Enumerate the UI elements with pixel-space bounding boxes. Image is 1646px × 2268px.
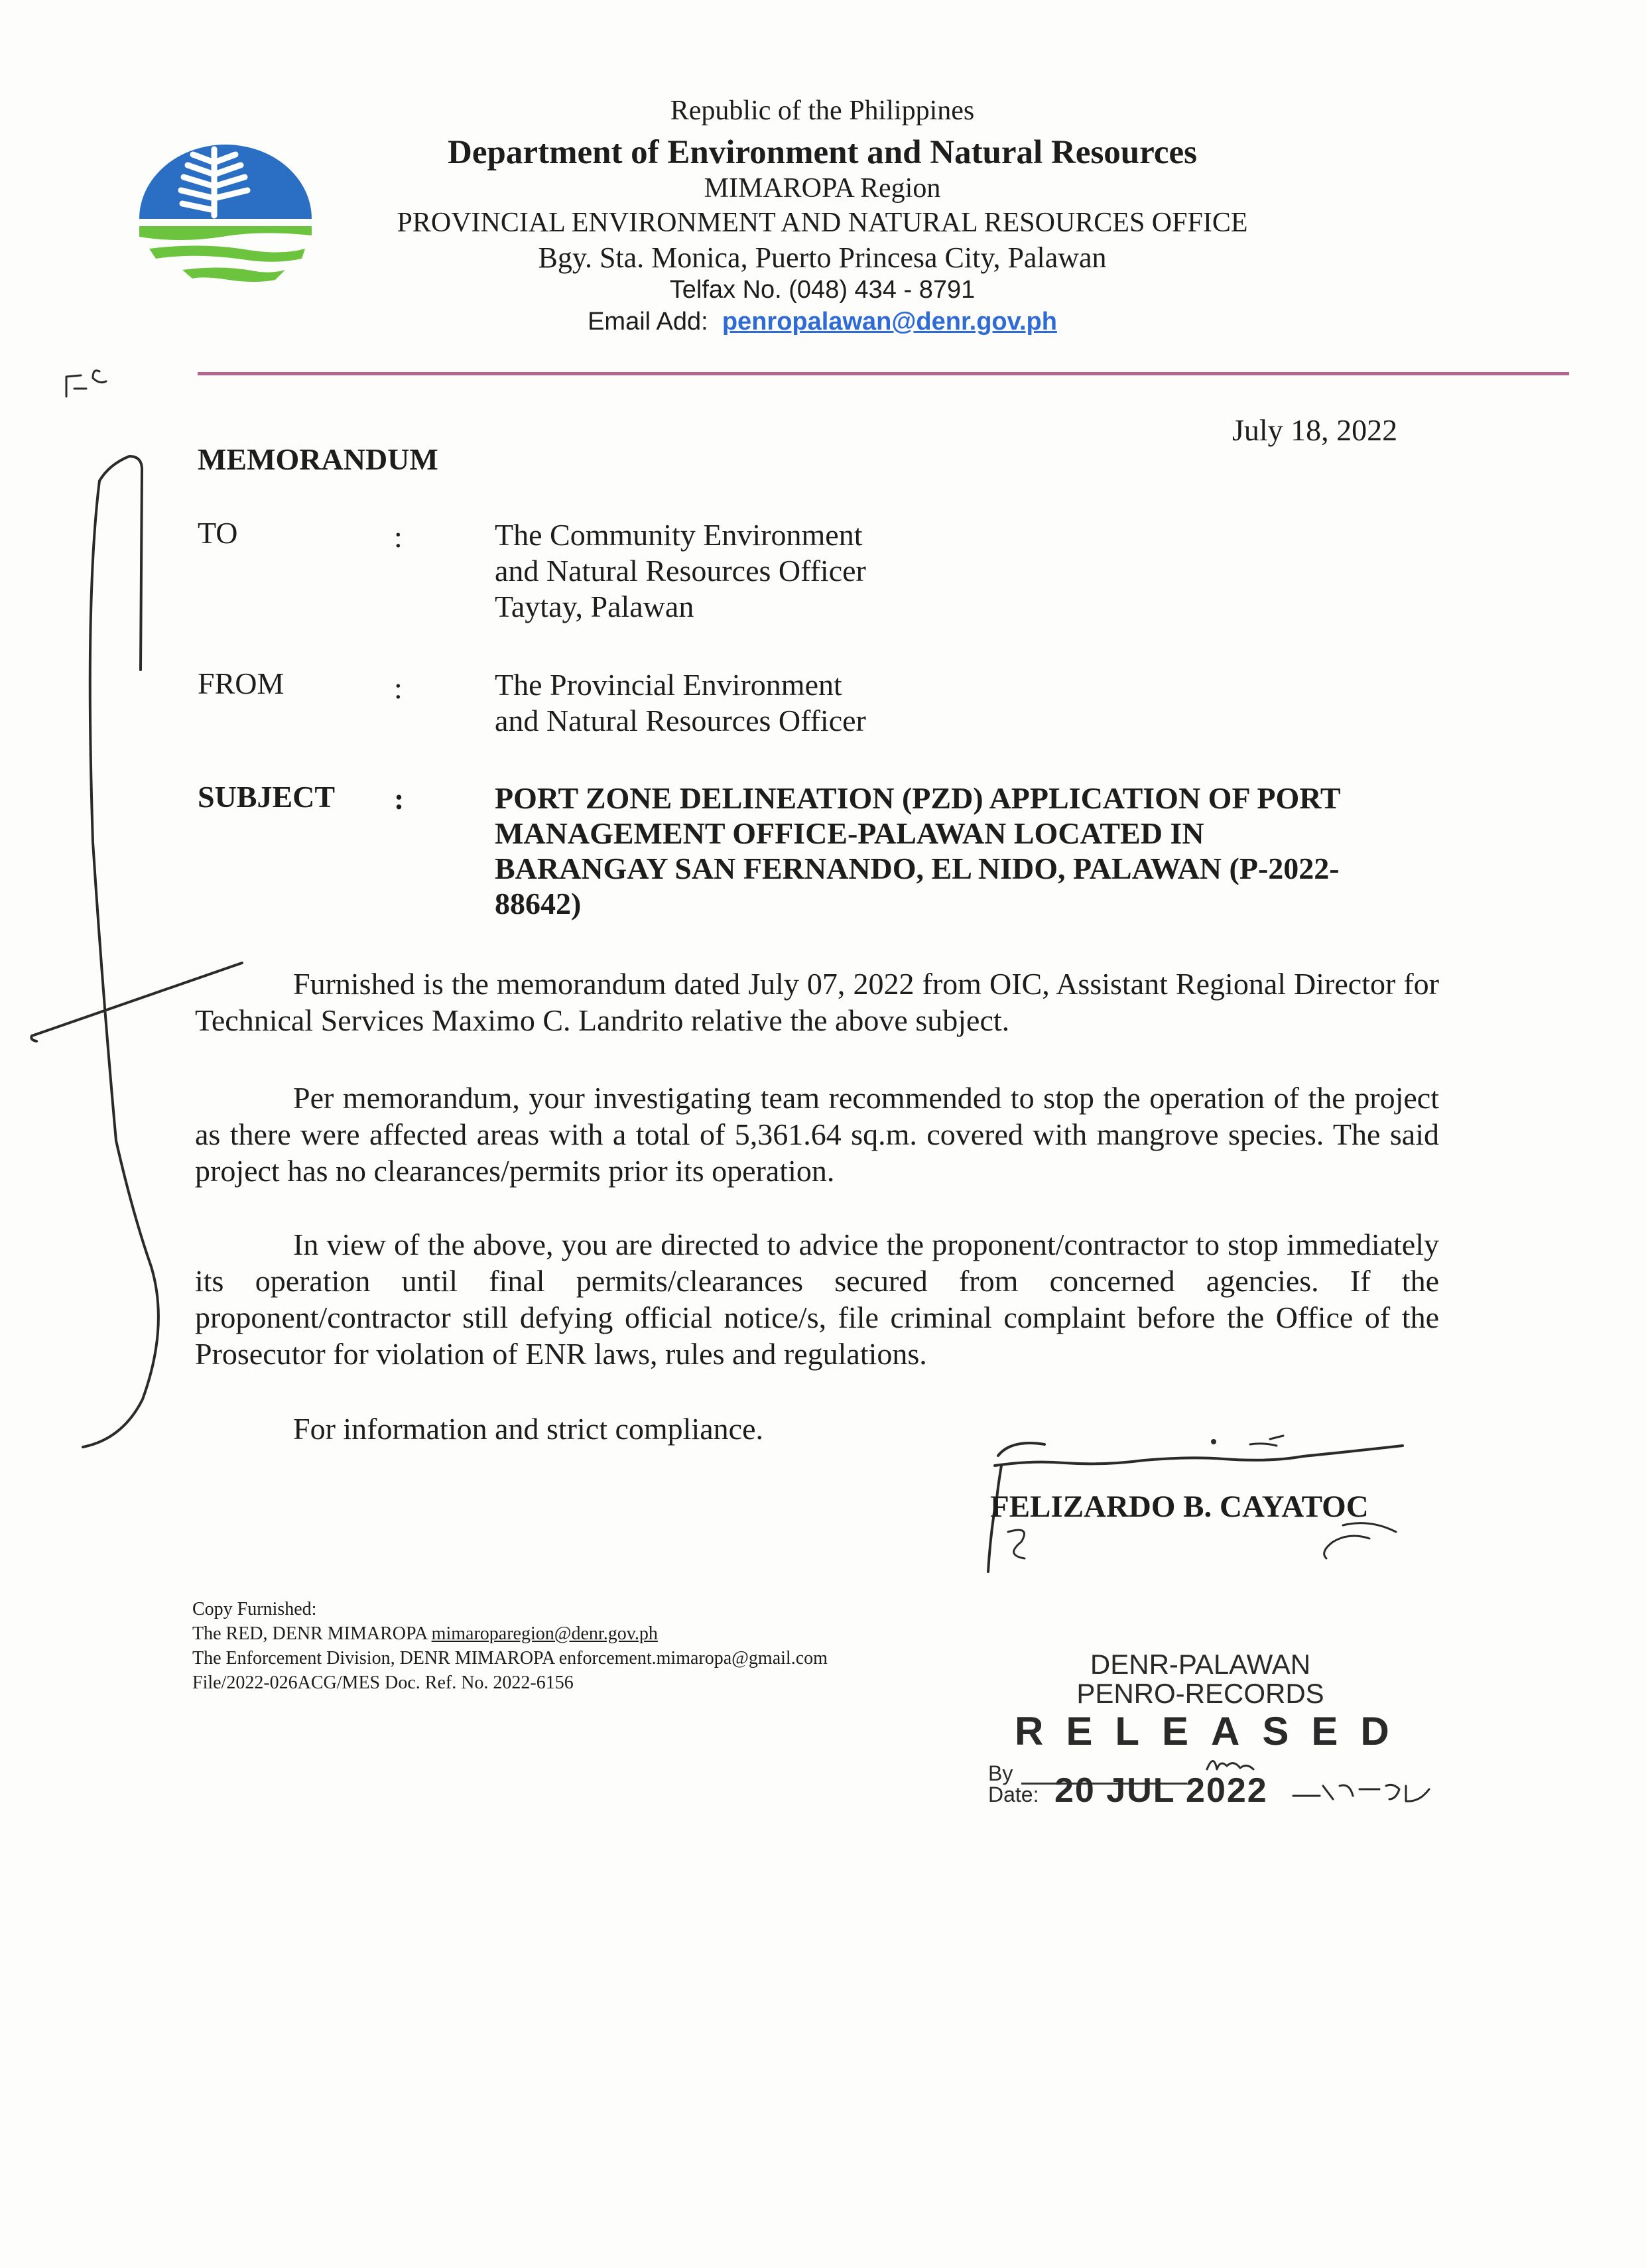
to-label: TO — [198, 516, 238, 550]
stamp-date-value: 20 JUL 2022 — [1054, 1771, 1268, 1810]
to-line: and Natural Resources Officer — [495, 554, 866, 588]
subject-line: PORT ZONE DELINEATION (PZD) APPLICATION OF PORT — [495, 781, 1341, 815]
from-colon: : — [394, 671, 403, 705]
letterhead-region: MIMAROPA Region — [704, 173, 941, 204]
stamp-status: RELEASED — [1015, 1709, 1412, 1753]
memo-title: MEMORANDUM — [198, 442, 438, 476]
subject-label: SUBJECT — [198, 780, 336, 814]
letterhead-telfax: Telfax No. (048) 434 - 8791 — [669, 276, 976, 304]
letterhead-email — [332, 308, 1313, 336]
from-line: and Natural Resources Officer — [495, 704, 866, 737]
subject-colon: : — [394, 782, 405, 816]
copy-furnished-email[interactable]: mimaroparegion@denr.gov.ph — [431, 1623, 658, 1644]
letterhead-department: Department of Environment and Natural Resources — [448, 134, 1197, 171]
letterhead-office: PROVINCIAL ENVIRONMENT AND NATURAL RESOURCES OFFICE — [397, 208, 1248, 238]
subject-line: MANAGEMENT OFFICE-PALAWAN LOCATED IN — [495, 816, 1204, 850]
subject-text — [495, 781, 1341, 921]
stamp-org: DENR-PALAWAN — [1090, 1649, 1311, 1680]
letterhead-republic: Republic of the Philippines — [670, 95, 975, 126]
from-label: FROM — [198, 666, 285, 700]
copy-furnished-heading: Copy Furnished: — [192, 1599, 317, 1619]
closing-paragraph: For information and strict compliance. — [293, 1412, 763, 1446]
file-reference: File/2022-026ACG/MES Doc. Ref. No. 2022-6156 — [192, 1672, 574, 1693]
body-paragraph: Furnished is the memorandum dated July 07, 2022 from OIC, Assistant Regional Director for Technical Services Maximo C. Landrito relative the above subject. — [195, 967, 1439, 1037]
subject-line: BARANGAY SAN FERNANDO, EL NIDO, PALAWAN (P-2022- — [495, 851, 1340, 885]
subject-line: 88642) — [495, 887, 582, 920]
from-line: The Provincial Environment — [495, 668, 842, 702]
copy-furnished-line: The Enforcement Division, DENR MIMAROPA enforcement.mimaropa@gmail.com — [192, 1648, 828, 1669]
body-paragraph: In view of the above, you are directed to advice the proponent/contractor to stop immediately its operation until final permits/clearances secured from concerned agencies. If the proponent/contractor still defying official notice/s, file criminal complaint before the Office of the Prosecutor for violation of ENR laws, rules and regulations. — [195, 1228, 1439, 1371]
to-line: The Community Environment — [495, 518, 863, 552]
stamp-handwriting-icon — [1200, 1749, 1452, 1809]
stamp-department: PENRO-RECORDS — [1076, 1678, 1324, 1709]
to-colon: : — [394, 520, 403, 554]
letterhead-divider — [198, 372, 1569, 375]
signatory-name: FELIZARDO B. CAYATOC — [990, 1489, 1369, 1524]
stamp-by-label: By — [988, 1761, 1013, 1785]
to-recipient — [495, 517, 866, 625]
copy-furnished-line — [192, 1622, 658, 1646]
from-sender — [495, 667, 866, 739]
released-stamp — [988, 1650, 1452, 1809]
memo-date: July 18, 2022 — [1232, 413, 1398, 447]
stamp-date-label: Date: — [988, 1783, 1039, 1806]
email-link[interactable]: penropalawan@denr.gov.ph — [722, 308, 1057, 336]
email-label: Email Add: — [588, 308, 708, 336]
body-paragraph: Per memorandum, your investigating team recommended to stop the operation of the project as there were affected areas with a total of 5,361.64 sq.m. covered with mangrove species. The said project has no clearances/permits prior its operation. — [195, 1081, 1439, 1188]
letterhead-address: Bgy. Sta. Monica, Puerto Princesa City, Palawan — [538, 241, 1107, 274]
copy-furnished-recipient: The RED, DENR MIMAROPA — [192, 1623, 432, 1644]
to-line: Taytay, Palawan — [495, 590, 694, 623]
